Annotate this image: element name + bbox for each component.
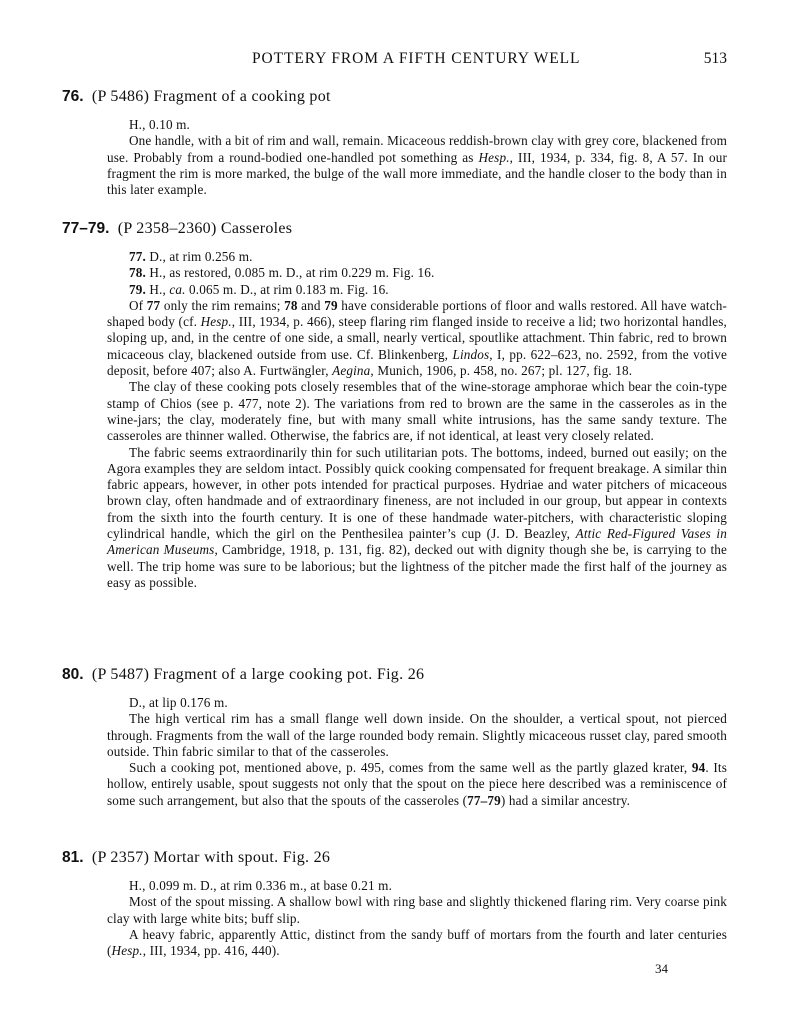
measurements: H., 0.10 m. xyxy=(129,117,190,132)
entry-80-heading xyxy=(62,666,424,684)
running-title: POTTERY FROM A FIFTH CENTURY WELL xyxy=(252,50,581,67)
fabric-paragraph: A heavy fabric, apparently Attic, distinct from the sandy buff of mortars from the fourth and later centuries (Hesp., III, 1934, pp. 416, 440). xyxy=(107,926,727,959)
description-paragraph: The high vertical rim has a small flange well down inside. On the shoulder, a vertical spout, not pierced through. Fragments from the wall of the large rounded body remain. Slightly micaceous russet clay, pared smooth outside. Thin fabric similar to that of the casseroles. xyxy=(107,711,727,759)
entry-81-heading xyxy=(62,849,330,867)
entry-76-heading xyxy=(62,88,331,106)
entry-title: (P 2357) Mortar with spout. Fig. 26 xyxy=(91,849,331,866)
entry-77-79-heading xyxy=(62,220,292,238)
description-paragraph: Most of the spout missing. A shallow bowl with ring base and slightly thickened flaring rim. Very coarse pink clay with large white bits; buff slip. xyxy=(107,894,727,926)
description-paragraph: Of 77 only the rim remains; 78 and 79 have considerable portions of floor and walls restored. All have watch-shaped body (cf. Hesp., III, 1934, p. 466), steep flaring rim flanged inside to receive a lid; two horizontal handles, sloping up, and, in the centre of one side, a small, nearly vertical, spoutlike attachment. Thin fabric, red to brown micaceous clay, blackened outside from use. Cf. Blinkenberg, Lindos, I, pp. 622–623, no. 2592, from the votive deposit, before 407; also A. Furtwängler, Aegina, Munich, 1906, p. 458, no. 267; pl. 127, fig. 18. xyxy=(107,297,728,379)
entry-number: 81. xyxy=(62,849,84,866)
running-head xyxy=(62,50,727,70)
comparison-paragraph: Such a cooking pot, mentioned above, p. 495, comes from the same well as the partly glazed krater, 94. Its hollow, entirely usable, spout suggests not only that the spout on the piece here described was a reminiscence of some such arrangement, but also that the spouts of the casseroles (77–79) had a similar ancestry. xyxy=(107,760,727,808)
measurements-77: 77. D., at rim 0.256 m. xyxy=(129,249,253,264)
clay-paragraph: The clay of these cooking pots closely resembles that of the wine-storage amphorae which bear the coin-type stamp of Chios (see p. 477, note 2). The variations from red to brown are the same in the casseroles as in the wine-jars; the clay, moderately fine, but with many small white intrusions, has the same sandy texture. The casseroles are thinner walled. Otherwise, the fabrics are, if not identical, at least very closely related. xyxy=(107,379,727,444)
entry-number: 80. xyxy=(62,666,84,683)
measurements: D., at lip 0.176 m. xyxy=(129,695,228,710)
entry-number: 77–79. xyxy=(62,220,110,237)
measurements-78: 78. H., as restored, 0.085 m. D., at rim 0.229 m. Fig. 16. xyxy=(129,265,435,281)
entry-81-body xyxy=(107,878,727,959)
fabric-paragraph: The fabric seems extraordinarily thin for such utilitarian pots. The bottoms, indeed, burned out easily; on the Agora examples they are seldom intact. Possibly quick cooking compensated for frequent breakage. A similar thin fabric appears, however, in other pots intended for practical purposes. Hydriae and water pitchers of micaceous brown clay, often handmade and of extraordinary fineness, are not included in our group, but appear in contexts from the sixth into the fourth century. It is one of these handmade water-pitchers, with characteristic sloping cylindrical handle, which the girl on the Penthesilea painter’s cup (J. D. Beazley, Attic Red-Figured Vases in American Museums, Cambridge, 1918, p. 131, fig. 82), decked out with dignity though she be, is carrying to the well. The trip home was sure to be laborious; but the lightness of the pitcher made the first half of the journey as easy as possible. xyxy=(107,444,728,590)
entry-title: (P 2358–2360) Casseroles xyxy=(117,220,293,237)
signature-mark: 34 xyxy=(655,961,668,976)
measurements: H., 0.099 m. D., at rim 0.336 m., at base 0.21 m. xyxy=(129,878,393,893)
measurements-79: 79. H., ca. 0.065 m. D., at rim 0.183 m. Fig. 16. xyxy=(129,281,389,297)
entry-77-79-body xyxy=(107,249,727,591)
description-paragraph: One handle, with a bit of rim and wall, remain. Micaceous reddish-brown clay with grey core, blackened from use. Probably from a round-bodied one-handled pot something as Hesp., III, 1934, p. 334, fig. 8, A 57. In our fragment the rim is more marked, the bulge of the wall more immediate, and the handle closer to the body than in this later example. xyxy=(107,133,727,198)
entry-number: 76. xyxy=(62,88,84,105)
entry-80-body xyxy=(107,695,727,809)
page-number: 513 xyxy=(703,50,727,67)
entry-title: (P 5487) Fragment of a large cooking pot. Fig. 26 xyxy=(91,666,425,683)
entry-76-body xyxy=(107,117,727,198)
entry-title: (P 5486) Fragment of a cooking pot xyxy=(91,88,331,105)
